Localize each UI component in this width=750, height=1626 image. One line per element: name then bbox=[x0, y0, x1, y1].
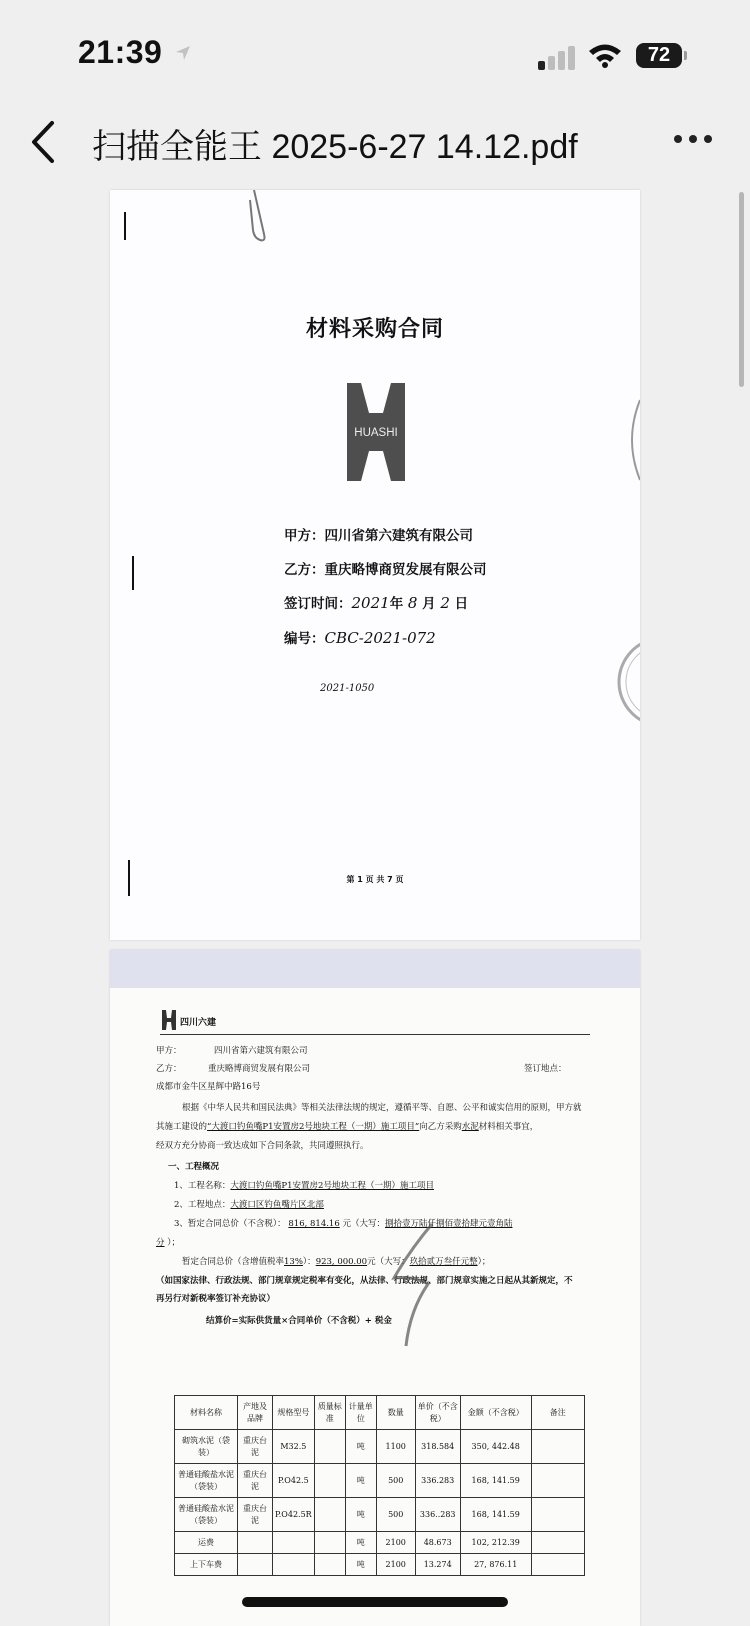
price-incl-tax-row bbox=[182, 1255, 490, 1267]
status-time: 21:39 bbox=[78, 34, 163, 70]
home-indicator[interactable] bbox=[242, 1597, 508, 1607]
price-excl-tax-chinese: 捌拾壹万陆仟捌佰壹拾肆元壹角陆 bbox=[384, 1219, 513, 1229]
cell bbox=[238, 1554, 273, 1576]
cell: 48.673 bbox=[415, 1532, 460, 1554]
table-row bbox=[175, 1554, 585, 1576]
cell bbox=[314, 1464, 345, 1498]
cell bbox=[273, 1554, 315, 1576]
cell: 336..283 bbox=[415, 1498, 460, 1532]
table-header-row bbox=[175, 1396, 585, 1430]
sign-month-label: 月 bbox=[422, 596, 436, 612]
th-quality: 质量标准 bbox=[314, 1396, 345, 1430]
paperclip-icon bbox=[248, 190, 278, 245]
logo-text: HUASHI bbox=[354, 427, 398, 439]
project-name-label: 1、工程名称： bbox=[174, 1181, 231, 1191]
red-seal-stamp bbox=[608, 630, 640, 740]
cell: 500 bbox=[376, 1464, 415, 1498]
th-unit: 计量单位 bbox=[345, 1396, 376, 1430]
sign-day-label: 日 bbox=[454, 596, 469, 612]
cell: P.O42.5 bbox=[273, 1464, 315, 1498]
cell: 27, 876.11 bbox=[460, 1554, 531, 1576]
law-clause-line-2: 再另行对新税率签订补充协议） bbox=[156, 1294, 276, 1304]
battery-tip bbox=[684, 51, 687, 60]
cell: 普通硅酸盐水泥（袋装） bbox=[175, 1498, 238, 1532]
document-title: 扫描全能王 2025-6-27 14.12.pdf bbox=[92, 128, 578, 166]
cell: 350, 442.48 bbox=[460, 1430, 531, 1464]
cell: P.O42.5R bbox=[273, 1498, 315, 1532]
table-row bbox=[175, 1532, 585, 1554]
more-options-icon[interactable] bbox=[674, 135, 714, 147]
cell bbox=[314, 1532, 345, 1554]
th-note: 备注 bbox=[531, 1396, 584, 1430]
th-price: 单价（不含税） bbox=[415, 1396, 460, 1430]
intro-prefix: 其施工建设的 bbox=[156, 1122, 208, 1132]
cell: 500 bbox=[376, 1498, 415, 1532]
price-excl-tax-label: 3、暂定合同总价（不含税）： bbox=[174, 1219, 286, 1229]
cell bbox=[531, 1554, 584, 1576]
table-row bbox=[175, 1498, 585, 1532]
company-logo-mark bbox=[162, 1010, 176, 1030]
cell: 318.584 bbox=[415, 1430, 460, 1464]
battery-indicator: 72 bbox=[636, 43, 682, 68]
cell: M32.5 bbox=[273, 1430, 315, 1464]
header-rule bbox=[160, 1034, 590, 1035]
project-name-row bbox=[174, 1179, 434, 1191]
party-b-name: 重庆略博商贸发展有限公司 bbox=[208, 1064, 311, 1074]
cell: 重庆台泥 bbox=[238, 1464, 273, 1498]
project-name-value: 大渡口钓鱼嘴P1安置房2号地块工程（一期）施工项目 bbox=[230, 1181, 434, 1191]
price-excl-tax-chinese-end: 分 bbox=[156, 1238, 165, 1248]
sign-date bbox=[284, 592, 468, 612]
intro-suffix: 材料相关事宜， bbox=[478, 1122, 539, 1132]
party-a: 甲方：四川省第六建筑有限公司 bbox=[284, 528, 473, 544]
intro-purchase: 向乙方采购 bbox=[419, 1122, 462, 1132]
sign-year-label: 年 bbox=[389, 596, 404, 612]
sign-month-handwritten: 8 bbox=[407, 594, 418, 612]
cell bbox=[314, 1430, 345, 1464]
price-incl-tax-value: 923, 000.00 bbox=[315, 1257, 368, 1267]
page-number: 第 1 页 共 7 页 bbox=[346, 875, 404, 884]
settlement-formula: 结算价=实际供货量×合同单价（不含税）+ 税金 bbox=[206, 1316, 392, 1326]
cell bbox=[314, 1554, 345, 1576]
nav-bar bbox=[0, 105, 750, 185]
th-material: 材料名称 bbox=[175, 1396, 238, 1430]
material-type: 水泥 bbox=[461, 1122, 479, 1132]
back-chevron-icon[interactable] bbox=[28, 119, 60, 165]
contract-title: 材料采购合同 bbox=[305, 317, 444, 342]
table-row bbox=[175, 1430, 585, 1464]
cell: 2100 bbox=[376, 1532, 415, 1554]
price-excl-tax-row-2 bbox=[156, 1236, 180, 1248]
cell: 1100 bbox=[376, 1430, 415, 1464]
handwritten-note: 2021-1050 bbox=[320, 683, 375, 694]
contract-number-label: 编号： bbox=[284, 631, 325, 647]
th-qty: 数量 bbox=[376, 1396, 415, 1430]
project-name-quoted: “大渡口钓鱼嘴P1安置房2号地块工程（一期）施工项目” bbox=[207, 1122, 420, 1132]
price-excl-tax-unit: 元（大写： bbox=[342, 1219, 385, 1229]
status-bar bbox=[0, 0, 750, 100]
cell: 102, 212.39 bbox=[460, 1532, 531, 1554]
cell: 普通硅酸盐水泥（袋装） bbox=[175, 1464, 238, 1498]
cell: 上下车费 bbox=[175, 1554, 238, 1576]
pdf-page-1 bbox=[110, 190, 640, 940]
party-a-name: 四川省第六建筑有限公司 bbox=[214, 1046, 308, 1056]
address: 成都市金牛区星辉中路16号 bbox=[156, 1082, 261, 1092]
scan-edge-mark bbox=[132, 556, 134, 590]
scrollbar[interactable] bbox=[739, 192, 744, 387]
project-location-value: 大渡口区钓鱼嘴片区北部 bbox=[230, 1200, 324, 1210]
cell bbox=[314, 1498, 345, 1532]
th-origin: 产地及品牌 bbox=[238, 1396, 273, 1430]
cell bbox=[531, 1464, 584, 1498]
th-spec: 规格型号 bbox=[273, 1396, 315, 1430]
section-1-heading: 一、工程概况 bbox=[168, 1162, 220, 1172]
th-amount: 金额（不含税） bbox=[460, 1396, 531, 1430]
cell: 吨 bbox=[345, 1430, 376, 1464]
contract-number-handwritten: CBC-2021-072 bbox=[324, 629, 436, 647]
intro-line-3: 经双方充分协商一致达成如下合同条款，共同遵照执行。 bbox=[156, 1141, 369, 1151]
sign-year-handwritten: 2021 bbox=[351, 594, 390, 612]
cell: 吨 bbox=[345, 1464, 376, 1498]
project-location-row bbox=[174, 1198, 324, 1210]
side-stamp-fragment bbox=[620, 390, 640, 490]
cell bbox=[531, 1430, 584, 1464]
cell bbox=[273, 1532, 315, 1554]
cell: 吨 bbox=[345, 1532, 376, 1554]
price-excl-tax-row bbox=[174, 1217, 512, 1229]
cell: 运费 bbox=[175, 1532, 238, 1554]
price-incl-tax-label: 暂定合同总价（含增值税率 bbox=[182, 1257, 285, 1267]
party-b-label: 乙方： bbox=[156, 1064, 182, 1074]
price-excl-tax-close: ）； bbox=[167, 1238, 180, 1248]
scan-shadow bbox=[110, 950, 640, 988]
huashi-logo bbox=[347, 383, 405, 481]
company-header: 四川六建 bbox=[180, 1018, 217, 1028]
price-incl-tax-mid: ）： bbox=[302, 1257, 316, 1267]
sign-date-label: 签订时间： bbox=[284, 596, 352, 612]
cell: 336.283 bbox=[415, 1464, 460, 1498]
pdf-page-2 bbox=[110, 950, 640, 1626]
cell: 168, 141.59 bbox=[460, 1464, 531, 1498]
cell: 168, 141.59 bbox=[460, 1498, 531, 1532]
sign-day-handwritten: 2 bbox=[440, 594, 450, 612]
price-incl-tax-unit: 元（大写： bbox=[367, 1257, 410, 1267]
cell: 砌筑水泥（袋装） bbox=[175, 1430, 238, 1464]
contract-number bbox=[284, 627, 436, 647]
cell: 重庆台泥 bbox=[238, 1498, 273, 1532]
cell: 吨 bbox=[345, 1554, 376, 1576]
price-incl-tax-close: ）； bbox=[477, 1257, 491, 1267]
cell: 2100 bbox=[376, 1554, 415, 1576]
party-b: 乙方：重庆略博商贸发展有限公司 bbox=[284, 562, 487, 578]
cell: 重庆台泥 bbox=[238, 1430, 273, 1464]
cell bbox=[238, 1532, 273, 1554]
price-incl-tax-chinese: 玖拾贰万叁仟元整 bbox=[409, 1257, 478, 1267]
materials-table bbox=[174, 1395, 585, 1576]
intro-line-1: 根据《中华人民共和国民法典》等相关法律法规的规定，遵循平等、自愿、公平和诚实信用的原则，甲方就 bbox=[182, 1103, 582, 1113]
cell bbox=[531, 1532, 584, 1554]
party-a-label: 甲方： bbox=[156, 1046, 182, 1056]
scan-edge-mark bbox=[124, 212, 126, 240]
handwritten-signature bbox=[380, 1220, 440, 1350]
intro-line-2 bbox=[156, 1120, 538, 1132]
price-excl-tax-value: 816, 814.16 bbox=[288, 1219, 340, 1229]
table-row bbox=[175, 1464, 585, 1498]
wifi-icon bbox=[588, 42, 622, 68]
cellular-signal-icon bbox=[538, 46, 578, 70]
cell bbox=[531, 1498, 584, 1532]
location-arrow-icon bbox=[174, 44, 192, 62]
project-location-label: 2、工程地点： bbox=[174, 1200, 231, 1210]
cell: 13.274 bbox=[415, 1554, 460, 1576]
tax-rate: 13% bbox=[284, 1257, 303, 1267]
law-clause-line-1: （如国家法律、行政法规、部门规章规定税率有变化，从法律、行政法规、部门规章实施之日起从其新规定，不 bbox=[156, 1276, 573, 1286]
sign-place-label: 签订地点： bbox=[524, 1064, 567, 1074]
cell: 吨 bbox=[345, 1498, 376, 1532]
